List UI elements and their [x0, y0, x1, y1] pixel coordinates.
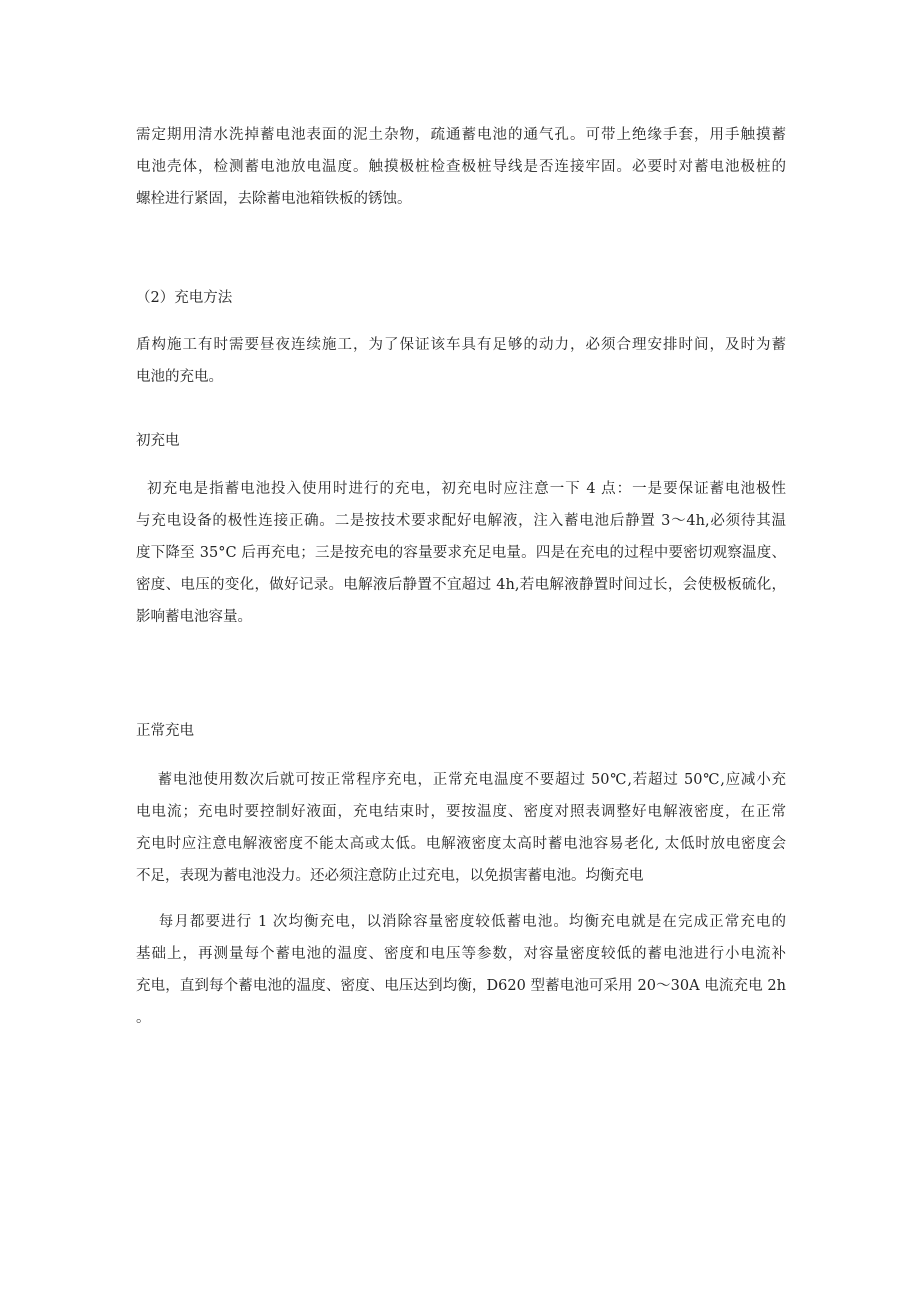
- text-line: 不足，表现为蓄电池没力。还必须注意防止过充电，以免损害蓄电池。均衡充电: [136, 868, 644, 884]
- text-line: 电池壳体，检测蓄电池放电温度。触摸极桩检查极桩导线是否连接牢固。必要时对蓄电池极桩的: [136, 159, 786, 175]
- heading-initial-charge: 初充电: [136, 433, 180, 449]
- text-line: 盾构施工有时需要昼夜连续施工，为了保证该车具有足够的动力，必须合理安排时间，及时为蓄: [136, 337, 786, 353]
- text-line: 基础上，再测量每个蓄电池的温度、密度和电压等参数，对容量密度较低的蓄电池进行小电流补: [136, 946, 786, 962]
- text-line: 蓄电池使用数次后就可按正常程序充电，正常充电温度不要超过 50℃,若超过 50℃,应减小充: [136, 772, 786, 788]
- text-line: 。: [136, 1010, 151, 1026]
- text-line: 需定期用清水洗掉蓄电池表面的泥土杂物，疏通蓄电池的通气孔。可带上绝缘手套，用手触摸蓄: [136, 127, 786, 143]
- text-line: 电池的充电。: [136, 369, 223, 385]
- text-line: 影响蓄电池容量。: [136, 609, 252, 625]
- text-line: 密度、电压的变化，做好记录。电解液后静置不宜超过 4h,若电解液静置时间过长，会使极板硫化，: [136, 577, 786, 593]
- heading-normal-charge: 正常充电: [136, 723, 194, 739]
- heading-charge-method: （2）充电方法: [136, 290, 233, 306]
- text-line: 度下降至 35°C 后再充电；三是按充电的容量要求充足电量。四是在充电的过程中要密切观察温度、: [136, 545, 786, 561]
- text-line: 充电，直到每个蓄电池的温度、密度、电压达到均衡，D620 型蓄电池可采用 20～30A 电流充电 2h: [136, 978, 786, 994]
- text-line: 每月都要进行 1 次均衡充电，以消除容量密度较低蓄电池。均衡充电就是在完成正常充电的: [136, 914, 786, 930]
- text-line: 螺栓进行紧固，去除蓄电池箱铁板的锈蚀。: [136, 191, 412, 207]
- text-line: 充电时应注意电解液密度不能太高或太低。电解液密度太高时蓄电池容易老化, 太低时放电密度会: [136, 836, 786, 852]
- paragraph-initial-charge: [136, 473, 786, 633]
- text-line: 与充电设备的极性连接正确。二是按技术要求配好电解液，注入蓄电池后静置 3～4h,必须待其温: [136, 513, 786, 529]
- paragraph-battery-cleaning: [136, 119, 786, 215]
- paragraph-charge-intro: [136, 329, 786, 393]
- paragraph-balance-charge: [136, 906, 786, 1034]
- text-line: 电电流；充电时要控制好液面，充电结束时，要按温度、密度对照表调整好电解液密度，在正常: [136, 804, 786, 820]
- text-line: 初充电是指蓄电池投入使用时进行的充电，初充电时应注意一下 4 点：一是要保证蓄电池极性: [136, 481, 786, 497]
- paragraph-normal-charge: [136, 764, 786, 892]
